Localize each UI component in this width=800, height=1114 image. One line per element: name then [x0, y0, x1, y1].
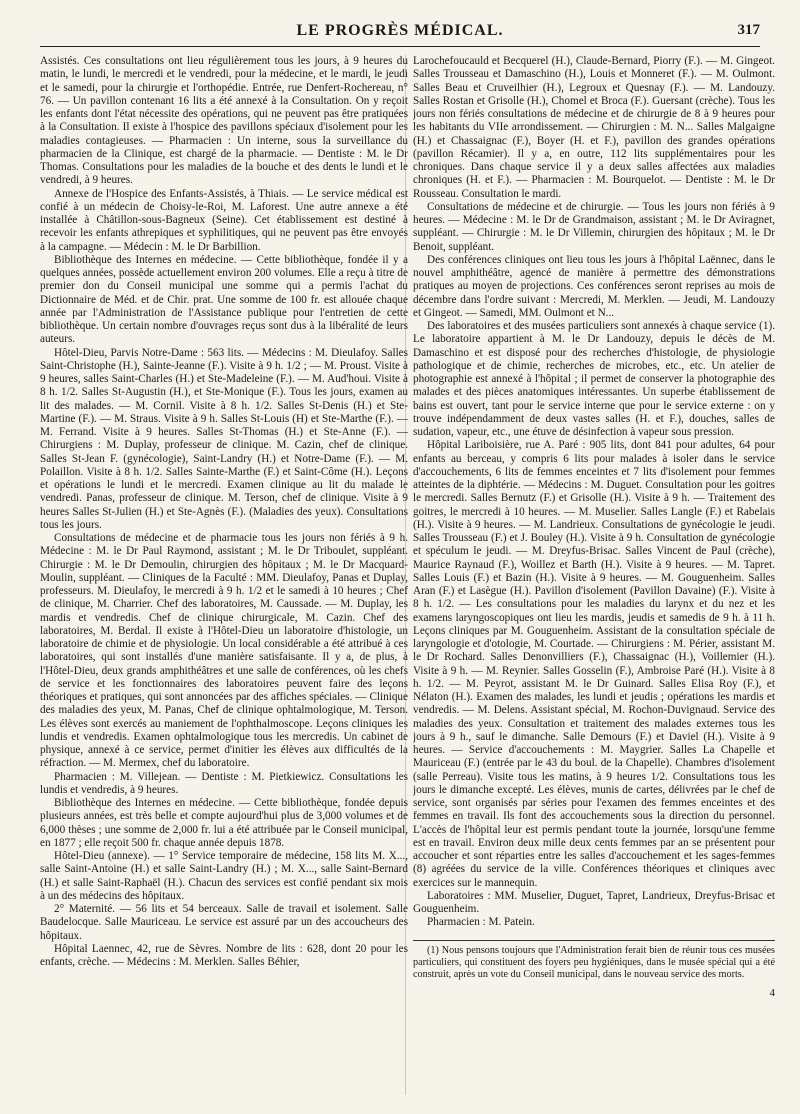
page-header — [40, 22, 760, 44]
paragraph: 2° Maternité. — 56 lits et 54 berceaux. Salle de travail et isolement. Salle Baudelocque. Salle Mauriceau. Le service est assuré par un des accoucheurs des hôpitaux. — [40, 903, 408, 942]
left-column — [40, 55, 408, 1095]
paragraph: Des laboratoires et des musées particuliers sont annexés à chaque service (1). Le laboratoire appartient à M. le Dr Landouzy, depuis le décès de M. Damaschino et est disposé pour des recherches d'histologie, de physiologie pathologique et de chimie, recherches de microbes, etc., etc. Un atelier de photographie est annexé à l'hôpital ; il permet de conserver la photographie des malades et des pièces anatomiques intéressantes. Un superbe établissement de bains est ouvert, tant pour le service interne que pour le service externe : on y trouve indépendamment de deux vastes salles (H. et F.), douches, salles de sudation, vapeur, etc., une étuve de désinfection à vapeur sous pression. — [413, 320, 775, 438]
paragraph: Consultations de médecine et de pharmacie tous les jours non fériés à 9 h. Médecine : M. le Dr Paul Raymond, assistant ; M. le Dr Triboulet, suppléant. Chirurgie : M. le Dr Demoulin, chirurgien des hôpitaux ; M. le Dr Macquard-Moulin, suppléant. — Cliniques de la Faculté : MM. Dieulafoy, Panas et Duplay, professeurs. M. Dieulafoy, le mercredi à 9 h. 1/2 et le samedi à 10 heures ; Chef de clinique, M. Charrier. Chef des laboratoires, M. Caussade. — M. Duplay, les mardis et vendredis. Chef de clinique chirurgicale, M. Cazin. Chef des laboratoires, M. Berdal. Il existe à l'Hôtel-Dieu un laboratoire d'histologie, un laboratoire de chimie et de physiologie. Un local considérable a été attribué à ces laboratoires, qui sont installés d'une manière satisfaisante. Il y a, de plus, à l'Hôtel-Dieu, deux grands amphithéâtres et une salle de conférences, où les chefs de service et les fonctionnaires des laboratoires peuvent faire des leçons théoriques et pratiques, qui sont annoncées par des affiches spéciales. — Clinique des maladies des yeux, M. Panas, Chef de clinique ophtalmologique, M. Terson. Les élèves sont exercés au maniement de l'ophthalmoscope. Leçons cliniques les lundis et vendredis. Examen ophtalmologique tous les mercredis. Un cabinet de physique, annexé à ce service, permet d'initier les élèves aux difficultés de la réfraction. — M. Mermex, chef du laboratoire. — [40, 532, 408, 770]
paragraph: Hôpital Lariboisière, rue A. Paré : 905 lits, dont 841 pour adultes, 64 pour enfants au berceau, y compris 6 lits pour malades à isoler dans le service d'accouchements, 6 lits de femmes enceintes et 7 lits d'isolement pour femmes atteintes de la diphtérie. — Médecins : M. Duguet. Consultation pour les goitres le mercredi. Salles Bernutz (F.) et Grisolle (H.). Visite à 9 h. — Traitement des goitres, le mercredi à 10 heures. — M. Muselier. Salles Langle (F.) et Rabelais (H.). Visite à 9 heures. — M. Landrieux. Consultations de gynécologie le jeudi. Salles Trousseau (F.) et J. Bouley (H.). Visite à 9 h. Consultation de gynécologie et spéculum le jeudi. — M. Dreyfus-Brisac. Salles Vincent de Paul (crèche), Maurice Raynaud (F.), Woillez et Barth (H.). Visite à 9 heures. — M. Tapret. Salles Louis (F.) et Bazin (H.). Visite à 9 heures. — M. Gouguenheim. Salles Aran (F.) et Lasègue (H.). Pavillon d'isolement (Pavillon Davaine) (F.). Visite à 8 h. 1/2. — Les consultations pour les maladies du larynx et du nez et les examens laryngoscopiques ont lieu les mardis, jeudis et samedis de 9 h. à 11 h. Leçons cliniques par M. Gouguenheim. Assistant de la consultation spéciale de laryngologie et d'otologie, M. Courtade. — Chirurgiens : M. Périer, assistant M. le Dr Rochard. Salles Denonvilliers (F.), Chassaignac (H.), Voillemier (H.). Visite à 9 h. — M. Reynier. Salles Gosselin (F.), Ambroise Paré (H.). Visite à 8 h. 1/2. — M. Peyrot, assistant M. le Dr Guinard. Salles Elisa Roy (F.), et Nélaton (H.). Examen des malades, les lundi et jeudis ; opérations les mardis et vendredis. — M. Delens. Assistant spécial, M. Rochon-Duvignaud. Service des maladies des yeux. Consultation et traitement des malades externes tous les jours à 9 h., sauf le dimanche. Salle Demours (F.) et Daviel (H.). Visite à 9 heures. — Service d'accouchements : M. Maygrier. Salles La Chapelle et Mauriceau (F.) (entrée par le 43 du boul. de la Chapelle). Chambres d'isolement (salle Perreau). Visite tous les matins, à 9 heures 1/2. Consultations tous les jours le dimanche excepté. Les élèves, munis de cartes, délivrées par le chef de service, sont organisés par séries pour l'examen des femmes enceintes et des femmes en travail. Ils font des accouchements sous la direction du personnel. L'accès de l'hôpital leur est permis pendant toute la journée, lorsqu'une femme est en travail. Environ deux mille deux cents femmes par an se présentent pour accoucher et sont réparties entre les salles d'accouchement et les sages-femmes (8) agréées du service de la ville. Conférences théoriques et cliniques avec exercices sur le mannequin. — [413, 439, 775, 889]
footnote: (1) Nous pensons toujours que l'Administration ferait bien de réunir tous ces musées particuliers, qui constituent des foyers peu hygiéniques, dans le musée spécial qui a été construit, après un vote du Conseil municipal, dans le nouveau service des morts. — [413, 944, 775, 980]
paragraph: Hôtel-Dieu (annexe). — 1° Service temporaire de médecine, 158 lits M. X..., salle Saint-Antoine (H.) et salle Saint-Landry (H.) ; M. X..., salle Saint-Bernard (H.) et salle Saint-Raphaël (H.). Chacun des services est confié pendant six mois à un des médecins des hôpitaux. — [40, 850, 408, 902]
paragraph: Bibliothèque des Internes en médecine. — Cette bibliothèque, fondée depuis plusieurs années, est très belle et compte aujourd'hui plus de 3,000 volumes et de 6,000 thèses ; une somme de 2,000 fr. lui a été attribuée par le Conseil municipal, en 1877 ; elle reçoit 500 fr. chaque année depuis 1878. — [40, 797, 408, 849]
signature-mark: 4 — [769, 986, 775, 999]
paragraph: Hôpital Laennec, 42, rue de Sèvres. Nombre de lits : 628, dont 20 pour les enfants, crèche. — Médecins : M. Merklen. Salles Béhier, — [40, 942, 408, 968]
paragraph: Des conférences cliniques ont lieu tous les jours à l'hôpital Laënnec, dans le nouvel amphithéâtre, agencé de manière à permettre des démonstrations pratiques au moyen de projections. Ces conférences seront reprises au mois de décembre dans l'ordre suivant : Mercredi, M. Merklen. — Jeudi, M. Landouzy et Gingeot. — Samedi, MM. Oulmont et N... — [413, 253, 775, 319]
paragraph: Bibliothèque des Internes en médecine. — Cette bibliothèque, fondée il y a quelques années, possède actuellement environ 200 volumes. Elle a reçu à titre de premier don du Conseil municipal une somme qui a permis l'achat du Dictionnaire de Méd. et de Chir. prat. Une somme de 100 fr. est allouée chaque année par l'Administration de l'Assistance publique pour l'entretien de cette bibliothèque. Un certain nombre d'ouvrages reçus sont dus à la libéralité de leurs auteurs. — [40, 253, 408, 346]
paragraph: Laboratoires : MM. Muselier, Duguet, Tapret, Landrieux, Dreyfus-Brisac et Gouguenheim. — [413, 889, 775, 915]
paragraph: Pharmacien : M. Patein. — [427, 916, 535, 929]
paragraph: Assistés. Ces consultations ont lieu régulièrement tous les jours, à 9 heures du matin, le lundi, le mercredi et le vendredi, pour la médecine, et le mardi, le jeudi et le samedi, pour la chirurgie et l'orthopédie. Entrée, rue Denfert-Rochereau, n° 76. — Un pavillon contenant 16 lits a été annexé à la Consultation. On y reçoit les enfants dont l'état nécessite des opérations, qui ne peuvent pas être pratiquées à la Consultation. Il existe à l'hospice des pavillons spéciaux d'isolement pour les maladies contagieuses. — Pharmacien : Un interne, sous la surveillance du pharmacien de la Clinique, est chargé de la pharmacie. — Dentiste : M. le Dr Thomas. Consultations pour les maladies de la bouche et des dents le lundi et le vendredi, à 9 heures. — [40, 55, 408, 187]
paragraph: Annexe de l'Hospice des Enfants-Assistés, à Thiais. — Le service médical est confié à un médecin de Choisy-le-Roi, M. Laforest. Une autre annexe a été installée à Châtillon-sous-Bagneux (Seine). Cet établissement est destiné à recevoir les enfants athrepiques et syphilitiques, qui ne peuvent pas être envoyés à la campagne. — Médecin : M. le Dr Barbillion. — [40, 187, 408, 253]
header-rule — [40, 46, 760, 47]
paragraph: Larochefoucauld et Becquerel (H.), Claude-Bernard, Piorry (F.). — M. Gingeot. Salles Trousseau et Damaschino (H.), Louis et Monneret (F.). — M. Oulmont. Salles Beau et Cruveilhier (H.), Legroux et Quesnay (F.). — M. Landouzy. Salles Rostan et Grisolle (H.), Chomel et Broca (F.). Guersant (crèche). Tous les jours non fériés consultations de médecine et de chirurgie de 8 à 9 heures pour les habitants du VIIe arrondissement. — Chirurgien : M. N... Salles Malgaigne (H.) et Chassaignac (F.), Boyer (H. et F.), pavillon des grandes opérations (pavillon Récamier). Il y a, en outre, 112 lits supplémentaires pour les chroniques. Dans chaque service il y a deux salles affectées aux maladies chroniques (H. et F.). — Pharmacien : M. Bourquelot. — Dentiste : M. le Dr Rousseau. Consultation le mardi. — [413, 55, 775, 200]
page-number: 317 — [737, 22, 760, 38]
paragraph: Pharmacien : M. Villejean. — Dentiste : M. Pietkiewicz. Consultations les lundis et vendredis, à 9 heures. — [40, 770, 408, 796]
paragraph: Consultations de médecine et de chirurgie. — Tous les jours non fériés à 9 heures. — Médecine : M. le Dr de Grandmaison, assistant ; M. le Dr Aviragnet, suppléant. — Chirurgie : M. le Dr Villemin, chirurgien des hôpitaux ; M. le Dr Benoit, suppléant. — [413, 200, 775, 253]
right-paragraphs — [413, 55, 775, 930]
journal-title: LE PROGRÈS MÉDICAL. — [296, 22, 504, 39]
paragraph: Hôtel-Dieu, Parvis Notre-Dame : 563 lits. — Médecins : M. Dieulafoy. Salles Saint-Christophe (H.), Sainte-Jeanne (F.). Visite à 9 h. 1/2 ; — M. Proust. Visite à 9 heures, salles Saint-Charles (H.) et Ste-Madeleine (F.). — M. Aud'houi. Visite à 8 h. 1/2. Salles St-Augustin (H.), et Ste-Monique (F.). Tous les jours, examen au lit des malades. — M. Cornil. Visite à 8 h. 1/2. Salles St-Denis (H.) et Ste-Martine (F.). — M. Straus. Visite à 9 h. Salles St-Louis (H) et Ste-Marthe (F.). — M. Ferrand. Visite à 9 heures. Salles St-Thomas (H.) et Ste-Anne (F.). — Chirurgiens : M. Duplay, professeur de clinique. M. Cazin, chef de clinique. Salles St-Jean F. (gynécologie), Saint-Landry (H.) et Notre-Dame (F.). — M. Polaillon. Visite à 8 h. 1/2. Salles Sainte-Marthe (F.) et Saint-Côme (H.). Leçons et opérations le lundi et le mercredi. Examen clinique au lit du malade le vendredi. Panas, professeur de clinique. M. Terson, chef de clinique. Visite à 9 heures Salles St-Julien (H.) et Ste-Agnès (F.). (Maladies des yeux). Consultations tous les jours. — [40, 346, 408, 531]
footnote-rule — [413, 940, 775, 941]
right-column — [413, 55, 775, 1095]
